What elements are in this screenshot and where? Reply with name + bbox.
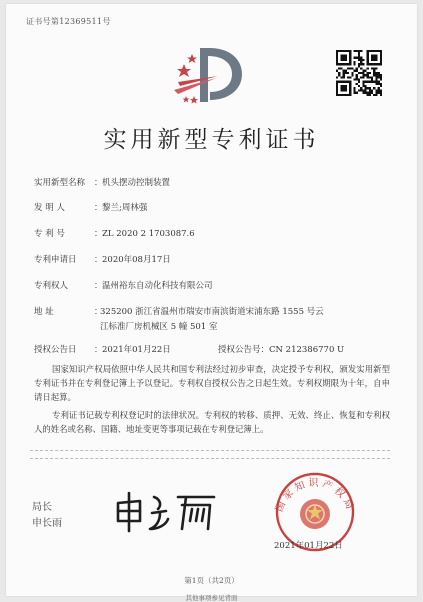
divider-line (30, 450, 390, 451)
page-number: 第1页（共2页） (184, 576, 239, 585)
address-line-2: 江标准厂房机械区 5 幢 501 室 (100, 322, 218, 332)
field-patentee: 专利权人 ：温州裕东自动化科技有限公司 (34, 281, 213, 291)
grant-date-label: 授权公告日 (34, 345, 77, 355)
certificate-title: 实用新型专利证书 (103, 127, 320, 153)
back-note: 其他事项参见背面 (185, 594, 238, 602)
announcement-number-value: CN 212386770 U (269, 345, 345, 355)
filing-date-label: 专利申请日 (34, 255, 77, 265)
field-inventor: 发 明 人 ：黎兰;周林强 (34, 203, 148, 213)
grant-date-value: 2021年01月22日 (102, 345, 171, 355)
cnipa-logo-icon (170, 42, 246, 108)
field-grant-date: 授权公告日 ：2021年01月22日 (34, 345, 171, 355)
address-label: 地 址 (34, 307, 54, 317)
field-address: 地 址 ： (34, 307, 103, 317)
director-title-label: 局长 (32, 502, 52, 513)
seal-date: 2021年01月22日 (274, 541, 343, 551)
certificate-number: 证书号第12369511号 (26, 17, 111, 26)
announcement-number-label: 授权公告号 (218, 345, 261, 355)
field-filing-date: 专利申请日 ：2020年08月17日 (34, 255, 171, 265)
field-patent-number: 专 利 号 ：ZL 2020 2 1703087.6 (34, 229, 195, 239)
certificate-page (6, 4, 417, 602)
name-label: 实用新型名称 (34, 178, 86, 188)
address-line-1: 325200 浙江省温州市瑞安市南滨街道宋浦东路 1555 号云 (100, 307, 324, 317)
field-utility-model-name: 实用新型名称 ：机头摆动控制装置 (34, 178, 171, 188)
divider-line (30, 458, 390, 459)
director-signature (110, 489, 220, 533)
patentee-label: 专利权人 (34, 281, 69, 291)
patent-number-label: 专 利 号 (34, 229, 65, 239)
patent-number-value: ZL 2020 2 1703087.6 (102, 229, 195, 239)
legal-status-paragraph: 专利证书记载专利权登记时的法律状况。专利权的转移、质押、无效、终止、恢复和专利权人的姓名或名称、国籍、地址变更等事项记载在专利登记簿上。 (34, 410, 390, 435)
grant-statement-paragraph: 国家知识产权局依照中华人民共和国专利法经过初步审查，决定授予专利权，颁发实用新型专利证书并在专利登记簿上予以登记。专利权自授权公告之日起生效。专利权期限为十年，自申请日起算。 (34, 364, 390, 403)
patentee-value: 温州裕东自动化科技有限公司 (102, 281, 213, 291)
inventor-value: 黎兰;周林强 (102, 203, 148, 213)
inventor-label: 发 明 人 (34, 203, 65, 213)
seal-text: 国家知识产权局 (273, 478, 357, 514)
qr-code-icon (336, 50, 382, 96)
field-announcement-number: 授权公告号：CN 212386770 U (218, 345, 345, 355)
name-value: 机头摆动控制装置 (102, 178, 171, 188)
filing-date-value: 2020年08月17日 (102, 255, 171, 265)
director-name-label: 申长雨 (32, 518, 62, 529)
